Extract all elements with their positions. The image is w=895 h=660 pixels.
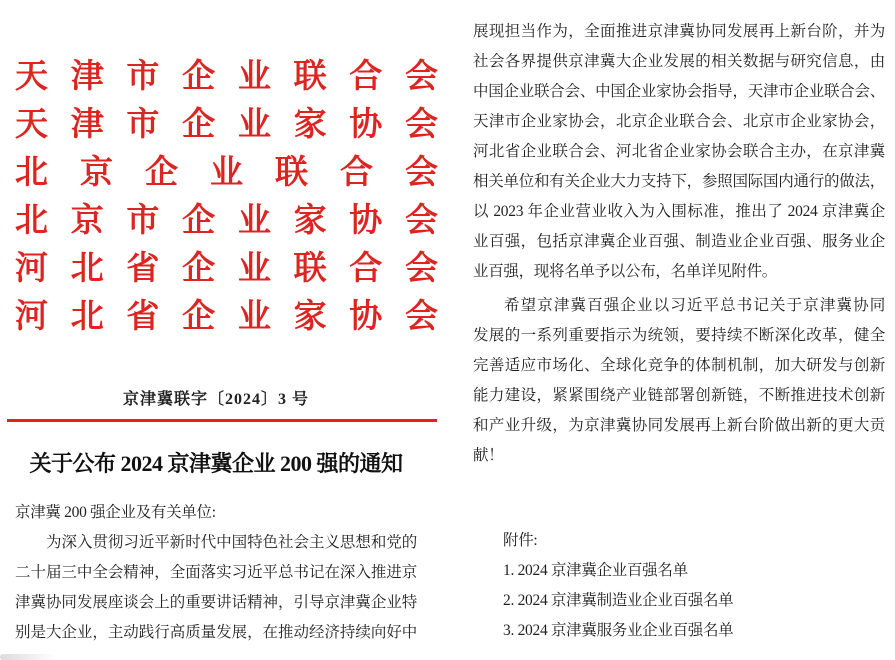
body-line: 献！ [473, 447, 504, 464]
body-line: 为深入贯彻习近平新时代中国特色社会主义思想和党的 [46, 534, 417, 551]
document-number: 京津冀联字〔2024〕3 号 [122, 391, 309, 408]
letterhead-line-6: 河北省企业家协会 [15, 299, 438, 335]
body-line: 完善适应市场化、全球化竞争的体制机制，加大研发与创新 [473, 357, 885, 374]
body-line: 津冀协同发展座谈会上的重要讲话精神，引导京津冀企业特 [15, 594, 417, 611]
body-line: 二十届三中全会精神，全面落实习近平总书记在深入推进京 [15, 564, 417, 581]
body-line: 相关单位和有关企业大力支持下，参照国际国内通行的做法， [473, 173, 885, 190]
body-line: 河北省企业联合会、河北省企业家协会联合主办，在京津冀 [473, 143, 885, 160]
letterhead-line-4: 北京市企业家协会 [15, 203, 438, 239]
letterhead [15, 53, 438, 341]
body-line: 希望京津冀百强企业以习近平总书记关于京津冀协同 [504, 297, 885, 314]
body-line: 能力建设，紧紧围绕产业链部署创新链，不断推进技术创新 [473, 387, 885, 404]
notice-title: 关于公布 2024 京津冀企业 200 强的通知 [29, 451, 403, 476]
letterhead-line-1: 天津市企业联合会 [15, 59, 438, 95]
body-right-column [473, 17, 885, 646]
body-line: 中国企业联合会、中国企业家协会指导，天津市企业联合会、 [473, 83, 885, 100]
body-line: 发展的一系列重要指示为统领，要持续不断深化改革，健全 [473, 327, 885, 344]
body-line: 业百强，现将名单予以公布，名单详见附件。 [473, 263, 778, 280]
attachments-block [473, 526, 885, 646]
body-line: 业百强，包括京津冀企业百强、制造业企业百强、服务业企 [473, 233, 885, 250]
paragraph-2 [473, 291, 885, 471]
letterhead-line-3: 北京企业联合会 [15, 155, 438, 191]
attachment-item: 2. 2024 京津冀制造业企业百强名单 [503, 592, 734, 609]
attachments-label: 附件: [503, 532, 538, 549]
paragraph-1-continuation [473, 17, 885, 287]
body-line: 和产业升级，为京津冀协同发展再上新台阶做出新的更大贡 [473, 417, 885, 434]
body-line: 展现担当作为，全面推进京津冀协同发展再上新台阶，并为 [473, 23, 885, 40]
attachment-item: 3. 2024 京津冀服务业企业百强名单 [503, 622, 734, 639]
letterhead-line-2: 天津市企业家协会 [15, 107, 438, 143]
body-line: 以 2023 年企业营业收入为入围标准，推出了 2024 京津冀企 [473, 203, 885, 220]
scan-edge-artifact [0, 654, 70, 660]
salutation-line: 京津冀 200 强企业及有关单位: [15, 504, 216, 521]
body-line: 社会各界提供京津冀大企业发展的相关数据与研究信息，由 [473, 53, 885, 70]
body-line: 天津市企业家协会，北京企业联合会、北京市企业家协会， [473, 113, 885, 130]
body-line: 别是大企业，主动践行高质量发展，在推动经济持续向好中 [15, 624, 417, 641]
letterhead-line-5: 河北省企业联合会 [15, 251, 438, 287]
attachment-item: 1. 2024 京津冀企业百强名单 [503, 562, 688, 579]
red-separator-rule [7, 419, 437, 422]
body-left-column [15, 498, 417, 648]
